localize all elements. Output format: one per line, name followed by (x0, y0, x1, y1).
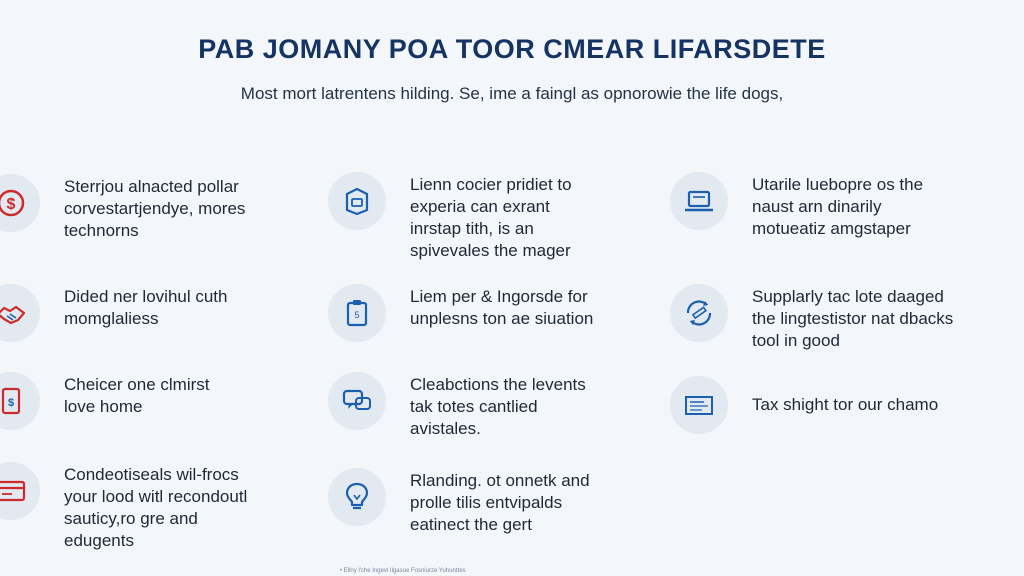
phone-dollar-icon (0, 372, 40, 430)
svg-text:$: $ (6, 196, 16, 213)
dollar-icon (0, 174, 40, 232)
laptop-icon (670, 172, 728, 230)
item-text: Dided ner lovihul cuth momglaliess (64, 287, 228, 328)
chat-icon (328, 372, 386, 430)
svg-text:$: $ (7, 397, 15, 409)
clipboard-icon (328, 284, 386, 342)
list-item (670, 172, 982, 240)
footer-text: • Ellny l'che Ingevl Ilgasoe Fosniurze Yuhunttes (340, 568, 466, 574)
document-icon (670, 376, 728, 434)
item-text: Utarile luebopre os the naust arn dinarily motueatiz amgstaper (752, 175, 924, 238)
list-item (328, 284, 640, 342)
list-item (328, 372, 640, 440)
item-text: Tax shight tor our chamo (752, 395, 939, 414)
item-text: Rlanding. ot onnetk and prolle tilis entvipalds eatinect the gert (410, 471, 590, 534)
item-text: Cleabctions the levents tak totes cantlied avistales. (410, 375, 586, 438)
list-item (328, 468, 640, 536)
page-title: PAB JOMANY POA TOOR CMEAR LIFARSDETE (198, 34, 826, 64)
item-text: Liem per & Ingorsde for unplesns ton ae siuation (410, 287, 594, 328)
item-text: Condeotiseals wil-frocs your lood witl recondoutl sauticy,ro gre and edugents (64, 465, 248, 550)
item-text: Cheicer one clmirst love home (64, 375, 210, 416)
list-item (0, 174, 294, 242)
list-item (328, 172, 640, 262)
item-text: Supplarly tac lote daaged the lingtestistor nat dbacks tool in good (752, 287, 954, 350)
box-icon (328, 172, 386, 230)
svg-text:5: 5 (354, 310, 360, 320)
card-icon (0, 462, 40, 520)
list-item (0, 284, 294, 342)
list-item (0, 372, 294, 430)
list-item (670, 284, 982, 352)
item-text: Sterrjou alnacted pollar corvestartjendye, mores technorns (64, 177, 246, 240)
lightbulb-icon (328, 468, 386, 526)
handshake-icon (0, 284, 40, 342)
page-subtitle: Most mort latrentens hilding. Se, ime a faingl as opnorowie the life dogs, (240, 84, 784, 103)
refresh-tool-icon (670, 284, 728, 342)
item-text: Lienn cocier pridiet to experia can exrant inrstap tith, is an spivevales the mager (410, 175, 572, 260)
list-item (670, 376, 982, 434)
list-item (0, 462, 294, 552)
